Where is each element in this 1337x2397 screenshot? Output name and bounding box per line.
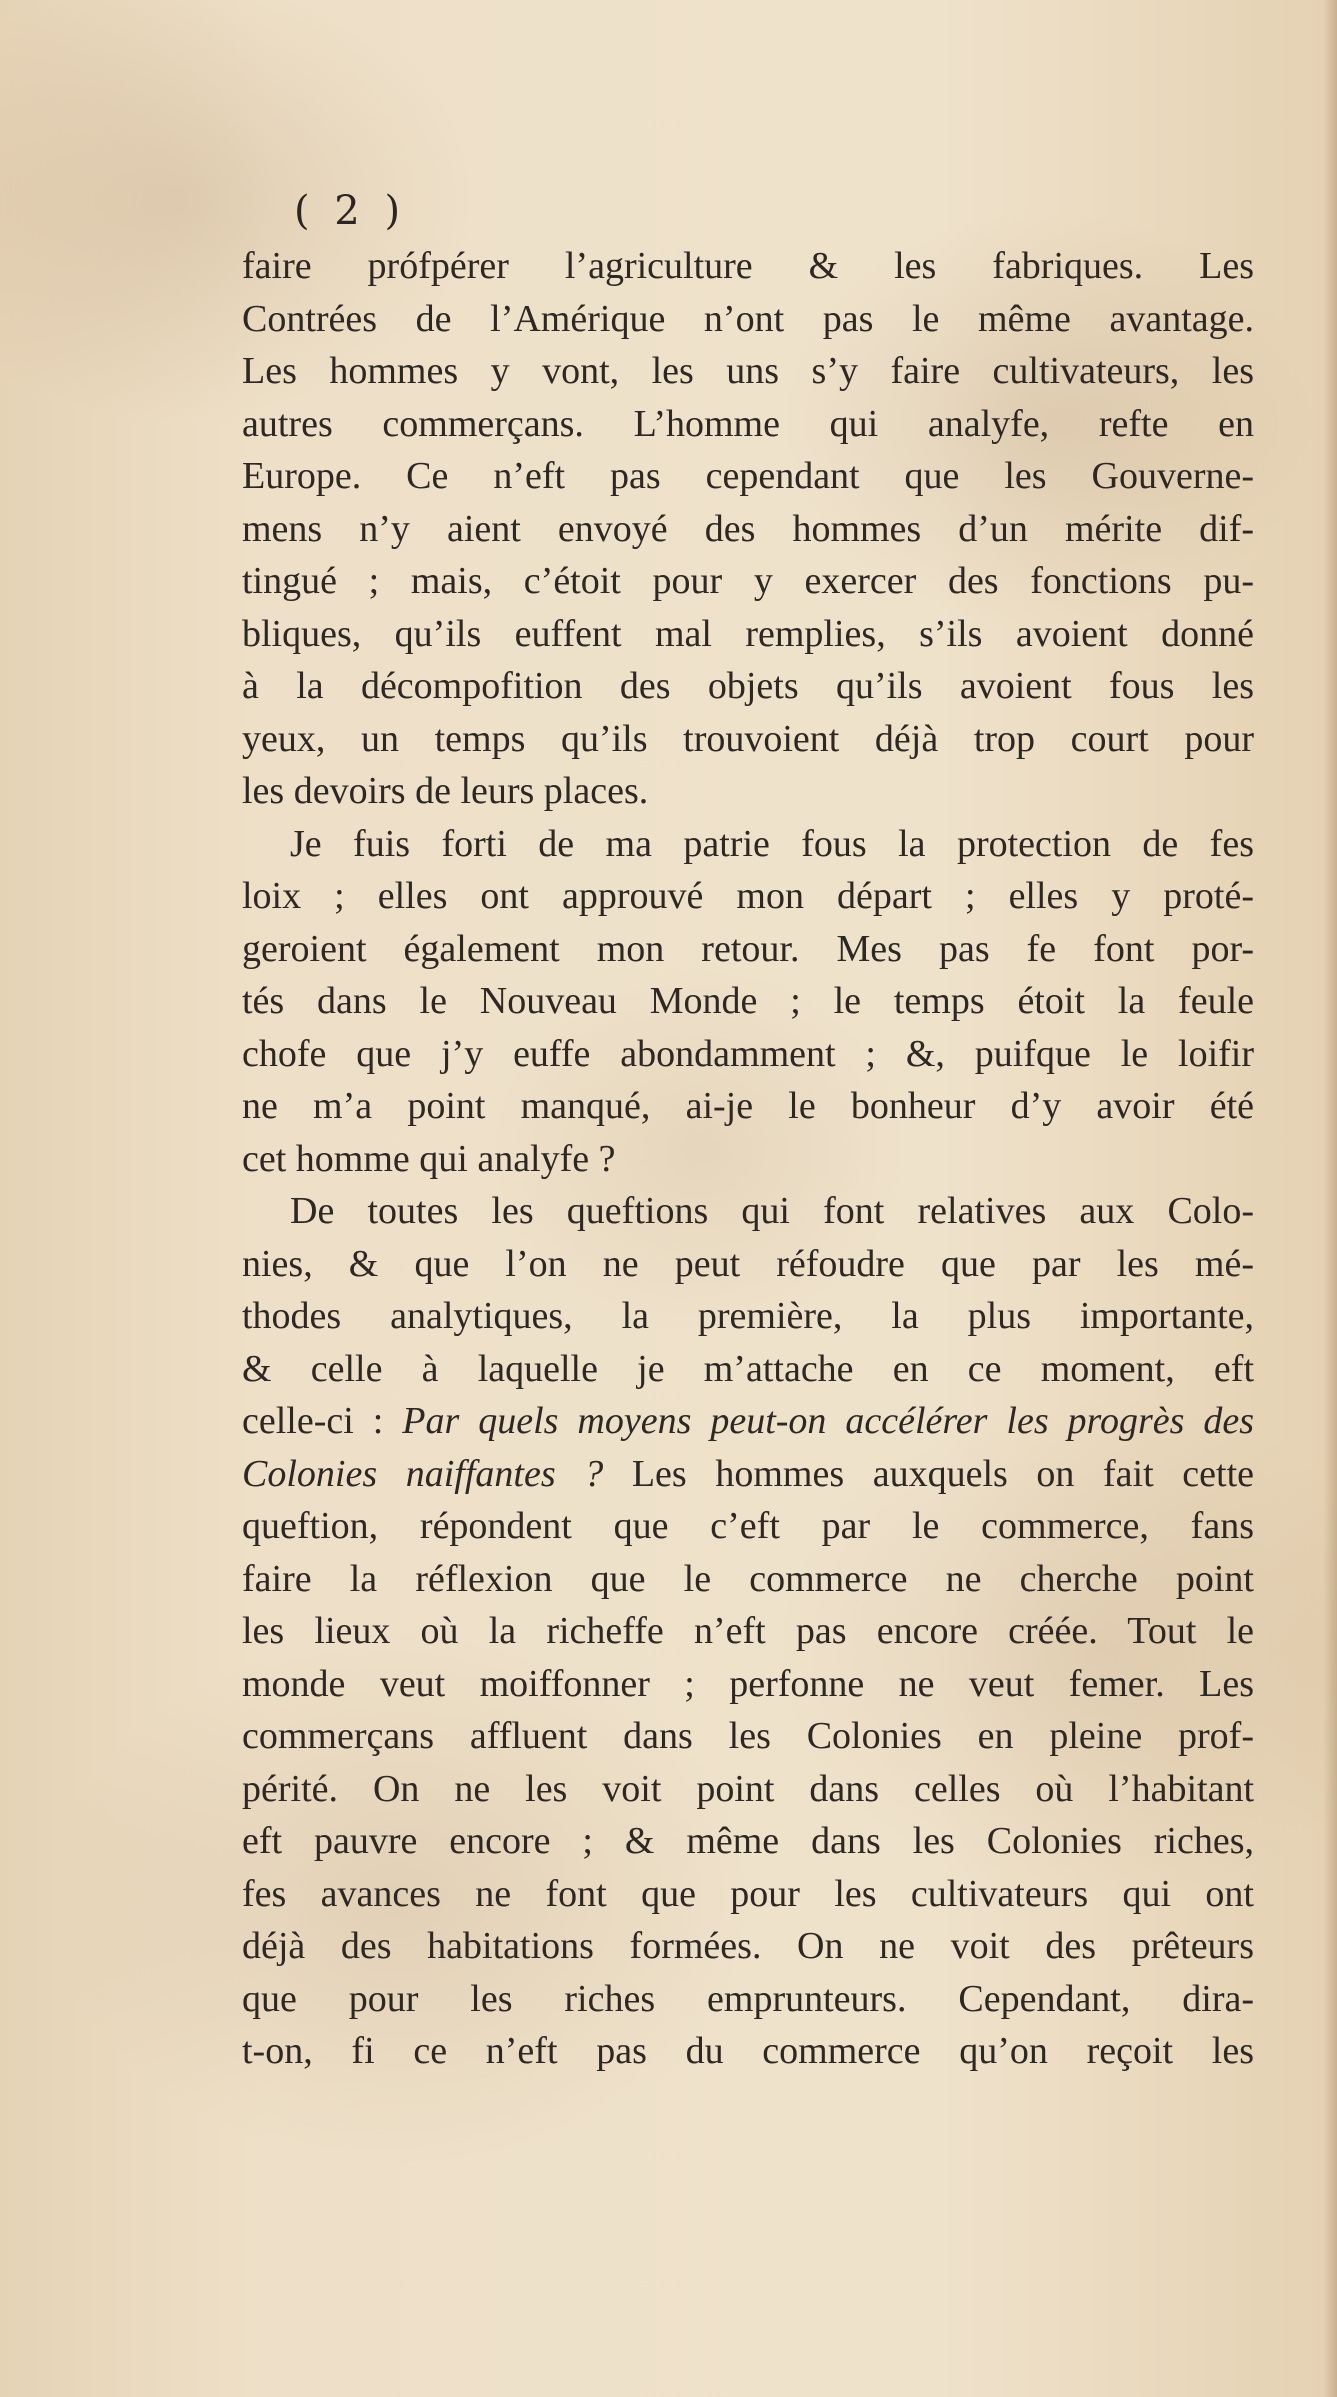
text-line: geroient également mon retour. Mes pas fe font por-: [242, 927, 1254, 970]
text-line: chofe que j’y euffe abondamment ; &, puifque le loifir: [242, 1032, 1254, 1075]
text-line: thodes analytiques, la première, la plus importante,: [242, 1295, 1254, 1337]
text-line: fes avances ne font que pour les cultivateurs qui ont: [242, 1872, 1254, 1915]
text-line: Europe. Ce n’eft pas cependant que les Gouverne-: [242, 455, 1254, 497]
text-fragment: Les hommes auxquels on fait cette: [603, 1452, 1254, 1495]
text-line-with-italic: [242, 1395, 1254, 1448]
text-line: Les hommes y vont, les uns s’y faire cultivateurs, les: [242, 350, 1254, 392]
text-line: autres commerçans. L’homme qui analyfe, refte en: [242, 402, 1254, 445]
text-line: tés dans le Nouveau Monde ; le temps étoit la feule: [242, 980, 1254, 1022]
text-line: à la décompofition des objets qu’ils avoient fous les: [242, 665, 1254, 707]
text-line: queftion, répondent que c’eft par le commerce, fans: [242, 1505, 1254, 1547]
italic-question: Par quels moyens peut-on accélérer les progrès des: [402, 1400, 1254, 1442]
text-line: mens n’y aient envoyé des hommes d’un mérite dif-: [242, 507, 1254, 550]
text-line: Je fuis forti de ma patrie fous la protection de fes: [290, 822, 1254, 865]
text-line: déjà des habitations formées. On ne voit des prêteurs: [242, 1925, 1254, 1967]
text-line: cet homme qui analyfe ?: [242, 1137, 616, 1180]
text-line: les devoirs de leurs places.: [242, 770, 649, 812]
text-line: t-on, fi ce n’eft pas du commerce qu’on reçoit les: [242, 2030, 1254, 2072]
text-line: que pour les riches emprunteurs. Cependant, dira-: [242, 1977, 1254, 2020]
text-line: Contrées de l’Amérique n’ont pas le même avantage.: [242, 297, 1254, 340]
text-line: monde veut moiffonner ; perfonne ne veut femer. Les: [242, 1662, 1254, 1705]
text-line: les lieux où la richeffe n’eft pas encore créée. Tout le: [242, 1610, 1254, 1652]
page-edge-shadow: [1323, 0, 1337, 2397]
text-line: périté. On ne les voit point dans celles où l’habitant: [242, 1767, 1254, 1810]
text-line: faire la réflexion que le commerce ne cherche point: [242, 1557, 1254, 1600]
text-line: loix ; elles ont approuvé mon départ ; elles y proté-: [242, 875, 1254, 917]
text-fragment: celle-ci :: [242, 1400, 403, 1442]
text-line: tingué ; mais, c’étoit pour y exercer des fonctions pu-: [242, 560, 1254, 602]
text-line: faire prófpérer l’agriculture & les fabriques. Les: [242, 245, 1254, 287]
text-line: yeux, un temps qu’ils trouvoient déjà trop court pour: [242, 717, 1254, 760]
body-text: [242, 240, 1254, 2078]
page-number: ( 2 ): [293, 188, 407, 234]
text-line: commerçans affluent dans les Colonies en pleine prof-: [242, 1715, 1254, 1757]
text-line: eft pauvre encore ; & même dans les Colonies riches,: [242, 1820, 1254, 1862]
text-line: ne m’a point manqué, ai-je le bonheur d’y avoir été: [242, 1085, 1254, 1127]
text-line-with-italic: [242, 1448, 1254, 1501]
italic-question: Colonies naiffantes ?: [242, 1452, 604, 1495]
text-line: nies, & que l’on ne peut réfoudre que par les mé-: [242, 1242, 1254, 1285]
text-line: bliques, qu’ils euffent mal remplies, s’ils avoient donné: [242, 612, 1254, 655]
text-line: & celle à laquelle je m’attache en ce moment, eft: [242, 1347, 1254, 1390]
text-line: De toutes les queftions qui font relatives aux Colo-: [290, 1190, 1254, 1232]
